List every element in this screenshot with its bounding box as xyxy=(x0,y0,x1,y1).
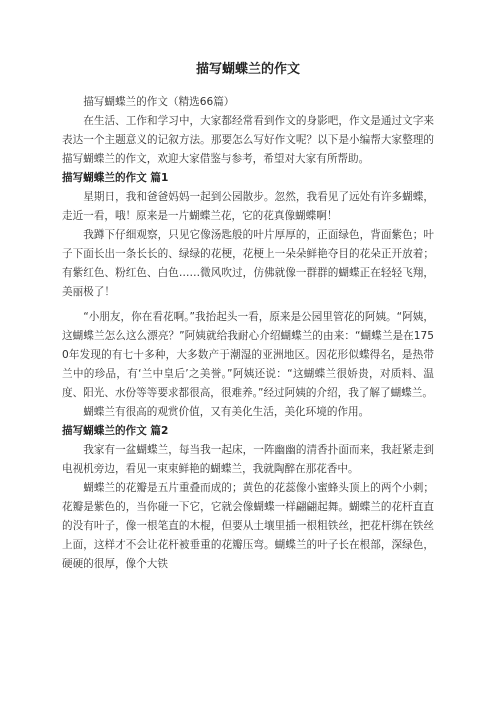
document-body xyxy=(62,93,434,574)
paragraph: 我蹲下仔细观察，只见它像汤匙般的叶片厚厚的，正面绿色，背面紫色；叶子下面长出一条长长的、绿绿的花梗，花梗上一朵朵鲜艳夺目的花朵正开放着；有紫红色、粉红色、白色……微风吹过，仿佛就像一群群的蝴蝶正在轻轻飞翔，美丽极了！ xyxy=(62,229,434,298)
paragraph: 星期日，我和爸爸妈妈一起到公园散步。忽然，我看见了远处有许多蝴蝶，走近一看，哦！原来是一片蝴蝶兰花，它的花真像蝴蝶啊！ xyxy=(62,191,434,222)
paragraph: “小朋友，你在看花啊。”我抬起头一看，原来是公园里管花的阿姨。“阿姨，这蝴蝶兰怎么这么漂亮？”阿姨就给我耐心介绍蝴蝶兰的由来：“蝴蝶兰是在1750年发现的有七十多种，大多数产于潮湿的亚洲地区。因花形似蝶得名，是热带兰中的珍品，有‘兰中皇后’之美誉。”阿姨还说：“这蝴蝶兰很娇贵，对质料、温度、阳光、水份等等要求都很高，很难养。”经过阿姨的介绍，我了解了蝴蝶兰。 xyxy=(62,311,434,399)
section-heading-2: 描写蝴蝶兰的作文 篇2 xyxy=(62,425,169,437)
intro-paragraph: 在生活、工作和学习中，大家都经常看到作文的身影吧，作文是通过文字来表达一个主题意义的记叙方法。那要怎么写好作文呢？以下是小编帮大家整理的描写蝴蝶兰的作文，欢迎大家借鉴与参考，希望对大家有所帮助。 xyxy=(62,115,434,165)
section-heading-1: 描写蝴蝶兰的作文 篇1 xyxy=(62,172,169,184)
paragraph: 我家有一盆蝴蝶兰，每当我一起床，一阵幽幽的清香扑面而来，我赶紧走到电视机旁边，看见一束束鲜艳的蝴蝶兰，我就陶醉在那花香中。 xyxy=(62,444,434,475)
document-subtitle: 描写蝴蝶兰的作文（精选66篇） xyxy=(83,96,235,108)
paragraph: 蝴蝶兰有很高的观赏价值，又有美化生活，美化环境的作用。 xyxy=(83,406,370,418)
paragraph: 蝴蝶兰的花瓣是五片重叠而成的；黄色的花蕊像小蜜蜂头顶上的两个小刺；花瓣是紫色的，当你碰一下它，它就会像蝴蝶一样翩翩起舞。蝴蝶兰的花杆直直的没有叶子，像一根笔直的木棍，但要从土壤里插一根粗铁丝，把花杆绑在铁丝上面，这样才不会让花杆被垂重的花瓣压弯。蝴蝶兰的叶子长在根部，深绿色，硬硬的很厚，像个大铁 xyxy=(62,482,434,570)
document-title: 描写蝴蝶兰的作文 xyxy=(195,62,300,77)
